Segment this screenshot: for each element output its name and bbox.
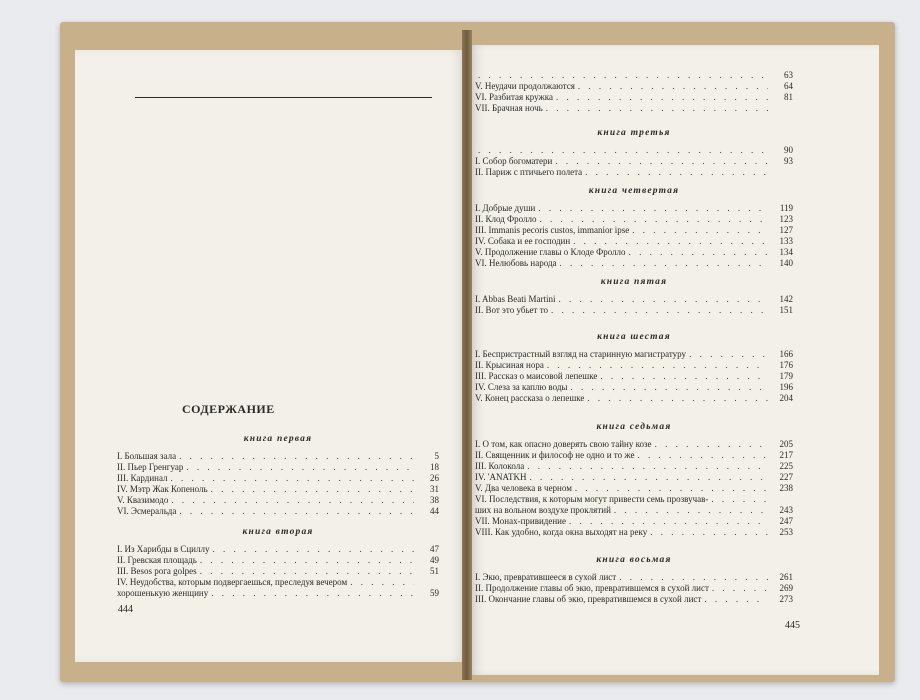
toc-entry xyxy=(117,544,439,555)
entry-page-number: 123 xyxy=(779,214,793,224)
toc-book-6 xyxy=(475,332,793,404)
entry-page-number: 179 xyxy=(779,371,793,381)
entry-title: VI. Последствия, к которым могут привести семь прозвучав- xyxy=(475,494,709,504)
toc-entry xyxy=(475,81,793,92)
toc-entry xyxy=(475,203,793,214)
toc-continued xyxy=(475,70,793,114)
entry-page-number: 204 xyxy=(779,393,793,403)
entry-title: II. Клод Фролло xyxy=(475,214,537,224)
dot-leader xyxy=(212,544,414,555)
entry-page-number: 225 xyxy=(779,461,793,471)
book-title: книга пятая xyxy=(600,277,668,287)
entry-page-number: 90 xyxy=(784,145,793,155)
entry-title: хорошенькую женщину xyxy=(117,588,209,598)
entry-page-number: 166 xyxy=(779,349,793,359)
entry-title: IV. Мэтр Жак Копеноль xyxy=(117,484,208,494)
entry-page-number: 47 xyxy=(430,544,439,554)
toc-entry xyxy=(475,594,793,605)
toc-entry xyxy=(117,462,439,473)
dot-leader xyxy=(211,588,414,599)
toc-entry xyxy=(475,258,793,269)
dot-leader xyxy=(629,247,768,258)
entry-title: VII. Брачная ночь xyxy=(475,103,543,113)
entry-title: III. Окончание главы об экю, превратившемся в сухой лист xyxy=(475,594,702,604)
entry-page-number: 133 xyxy=(779,236,793,246)
entry-page-number: 44 xyxy=(430,506,439,516)
entry-title: I. О том, как опасно доверять свою тайну козе xyxy=(475,439,652,449)
entry-title: III. Immanis pecoris custos, immanior ipse xyxy=(475,225,630,235)
entry-title: II. Вот это убьет то xyxy=(475,305,549,315)
dot-leader xyxy=(585,167,768,178)
dot-leader xyxy=(569,516,768,527)
toc-entry xyxy=(475,371,793,382)
entry-title: III. Кардинал xyxy=(117,473,168,483)
toc-entry xyxy=(475,494,793,505)
header-rule xyxy=(135,97,432,98)
dot-leader xyxy=(540,214,768,225)
toc-entry xyxy=(475,382,793,393)
toc-book-7 xyxy=(475,422,793,538)
dot-leader xyxy=(350,577,414,588)
entry-title: VI. Нелюбовь народа xyxy=(475,258,557,268)
entry-page-number: 127 xyxy=(779,225,793,235)
toc-entry xyxy=(117,451,439,462)
entry-title: ших на вольном воздухе проклятий xyxy=(475,505,611,515)
book-title: книга шестая xyxy=(597,332,671,342)
dot-leader xyxy=(529,472,768,483)
entry-title: II. Продолжение главы об экю, превратившемся в сухой лист xyxy=(475,583,709,593)
book-title: книга вторая xyxy=(242,527,314,537)
entry-title: I. Экю, превратившееся в сухой лист xyxy=(475,572,617,582)
entry-title: V. Неудачи продолжаются xyxy=(475,81,575,91)
toc-entry xyxy=(117,566,439,577)
entry-title: V. Квазимодо xyxy=(117,495,169,505)
toc-entry xyxy=(117,495,439,506)
toc-entry xyxy=(475,527,793,538)
entry-page-number: 5 xyxy=(434,451,439,461)
toc-entry xyxy=(475,305,793,316)
entry-title: IV. 'ANATKH xyxy=(475,472,527,482)
entry-page-number: 261 xyxy=(779,572,793,582)
dot-leader xyxy=(527,461,768,472)
dot-leader xyxy=(200,566,414,577)
entry-title: III. Besos рога golpes xyxy=(117,566,197,576)
book-title: книга четвертая xyxy=(588,186,680,196)
dot-leader xyxy=(179,506,414,517)
dot-leader xyxy=(637,450,768,461)
entry-page-number: 140 xyxy=(779,258,793,268)
dot-leader xyxy=(578,81,768,92)
toc-entry xyxy=(475,294,793,305)
entry-page-number: 49 xyxy=(430,555,439,565)
toc-entry xyxy=(117,577,439,588)
dot-leader xyxy=(559,294,769,305)
entry-page-number: 273 xyxy=(779,594,793,604)
dot-leader xyxy=(478,70,768,81)
toc-entry xyxy=(475,70,793,81)
entry-page-number: 227 xyxy=(779,472,793,482)
entry-page-number: 63 xyxy=(784,70,793,80)
entry-page-number: 269 xyxy=(779,583,793,593)
entry-page-number: 238 xyxy=(779,483,793,493)
entry-title: II. Священник и философ не одно и то же xyxy=(475,450,635,460)
dot-leader xyxy=(560,258,768,269)
page-number-right: 445 xyxy=(785,620,800,631)
dot-leader xyxy=(600,371,768,382)
toc-entry xyxy=(475,236,793,247)
dot-leader xyxy=(632,225,768,236)
book-title: книга первая xyxy=(243,434,313,444)
entry-page-number: 119 xyxy=(779,203,793,213)
contents-heading: СОДЕРЖАНИЕ xyxy=(182,402,275,416)
dot-leader xyxy=(575,483,768,494)
entry-title: IV. Собака и ее господин xyxy=(475,236,571,246)
dot-leader xyxy=(546,103,768,114)
toc-book-2 xyxy=(117,527,439,599)
entry-page-number: 31 xyxy=(430,484,439,494)
dot-leader xyxy=(171,473,414,484)
toc-entry xyxy=(475,450,793,461)
entry-page-number: 64 xyxy=(784,81,793,91)
entry-title: VI. Эсмеральда xyxy=(117,506,177,516)
toc-entry xyxy=(475,214,793,225)
toc-entry xyxy=(117,555,439,566)
toc-entry xyxy=(475,247,793,258)
toc-book-4 xyxy=(475,186,793,269)
dot-leader xyxy=(655,439,768,450)
toc-entry xyxy=(117,473,439,484)
toc-entry xyxy=(475,572,793,583)
toc-book-8 xyxy=(475,555,793,605)
entry-title: I. Добрые души xyxy=(475,203,536,213)
entry-title: II. Пьер Гренгуар xyxy=(117,462,184,472)
dot-leader xyxy=(711,494,768,505)
entry-page-number: 217 xyxy=(779,450,793,460)
dot-leader xyxy=(555,156,768,167)
entry-page-number: 142 xyxy=(779,294,793,304)
toc-entry xyxy=(475,516,793,527)
toc-entry xyxy=(117,588,439,599)
toc-entry xyxy=(475,583,793,594)
entry-page-number: 93 xyxy=(784,156,793,166)
dot-leader xyxy=(704,594,768,605)
entry-page-number: 38 xyxy=(430,495,439,505)
dot-leader xyxy=(650,527,768,538)
toc-entry xyxy=(117,484,439,495)
dot-leader xyxy=(587,393,768,404)
dot-leader xyxy=(712,583,768,594)
toc-entry xyxy=(475,461,793,472)
entry-title: II. Гревская площадь xyxy=(117,555,197,565)
dot-leader xyxy=(573,236,768,247)
dot-leader xyxy=(689,349,768,360)
entry-title: I. Abbas Beati Martini xyxy=(475,294,556,304)
entry-title: II. Париж с птичьего полета xyxy=(475,167,583,177)
toc-entry xyxy=(475,156,793,167)
dot-leader xyxy=(570,382,768,393)
entry-title: V. Продолжение главы о Клоде Фролло xyxy=(475,247,626,257)
entry-title: VIII. Как удобно, когда окна выходят на реку xyxy=(475,527,648,537)
entry-page-number: 18 xyxy=(430,462,439,472)
dot-leader xyxy=(551,305,768,316)
entry-page-number: 253 xyxy=(779,527,793,537)
dot-leader xyxy=(538,203,768,214)
entry-title: I. Большая зала xyxy=(117,451,177,461)
entry-title: VI. Разбитая кружка xyxy=(475,92,553,102)
entry-title: IV. Неудобства, которым подвергаешься, преследуя вечером xyxy=(117,577,348,587)
toc-entry xyxy=(475,92,793,103)
dot-leader xyxy=(179,451,414,462)
entry-title: I. Из Харибды в Сциллу xyxy=(117,544,210,554)
dot-leader xyxy=(547,360,768,371)
toc-entry xyxy=(475,225,793,236)
dot-leader xyxy=(556,92,768,103)
dot-leader xyxy=(619,572,768,583)
entry-title: V. Два человека в черном xyxy=(475,483,572,493)
toc-entry xyxy=(117,506,439,517)
book-spine xyxy=(462,30,472,680)
dot-leader xyxy=(171,495,414,506)
toc-book-5 xyxy=(475,277,793,316)
entry-page-number: 247 xyxy=(779,516,793,526)
entry-page-number: 151 xyxy=(779,305,793,315)
toc-entry xyxy=(475,167,793,178)
entry-title: III. Колокола xyxy=(475,461,525,471)
toc-entry xyxy=(475,472,793,483)
dot-leader xyxy=(186,462,414,473)
entry-title: II. Крысиная нора xyxy=(475,360,544,370)
toc-book-1 xyxy=(117,434,439,517)
entry-title: I. Беспристрастный взгляд на старинную магистратуру xyxy=(475,349,687,359)
toc-entry xyxy=(475,439,793,450)
book-title: книга седьмая xyxy=(596,422,672,432)
toc-book-3 xyxy=(475,128,793,178)
entry-page-number: 134 xyxy=(779,247,793,257)
toc-entry xyxy=(475,349,793,360)
dot-leader xyxy=(211,484,414,495)
entry-title: V. Конец рассказа о лепешке xyxy=(475,393,585,403)
toc-entry xyxy=(475,360,793,371)
toc-entry xyxy=(475,393,793,404)
book-title: книга восьмая xyxy=(596,555,672,565)
entry-page-number: 176 xyxy=(779,360,793,370)
dot-leader xyxy=(200,555,414,566)
book-title: книга третья xyxy=(597,128,671,138)
page-number-left: 444 xyxy=(118,604,133,615)
entry-page-number: 26 xyxy=(430,473,439,483)
entry-page-number: 59 xyxy=(430,588,439,598)
entry-title: IV. Слеза за каплю воды xyxy=(475,382,568,392)
dot-leader xyxy=(478,145,768,156)
entry-title: VII. Монах-привидение xyxy=(475,516,566,526)
toc-entry xyxy=(475,145,793,156)
entry-title: III. Рассказ о маисовой лепешке xyxy=(475,371,598,381)
dot-leader xyxy=(614,505,768,516)
entry-page-number: 51 xyxy=(430,566,439,576)
toc-entry xyxy=(475,483,793,494)
toc-entry xyxy=(475,103,793,114)
entry-page-number: 205 xyxy=(779,439,793,449)
entry-page-number: 196 xyxy=(779,382,793,392)
toc-entry xyxy=(475,505,793,516)
entry-page-number: 81 xyxy=(784,92,793,102)
entry-title: I. Собор богоматери xyxy=(475,156,553,166)
entry-page-number: 243 xyxy=(779,505,793,515)
